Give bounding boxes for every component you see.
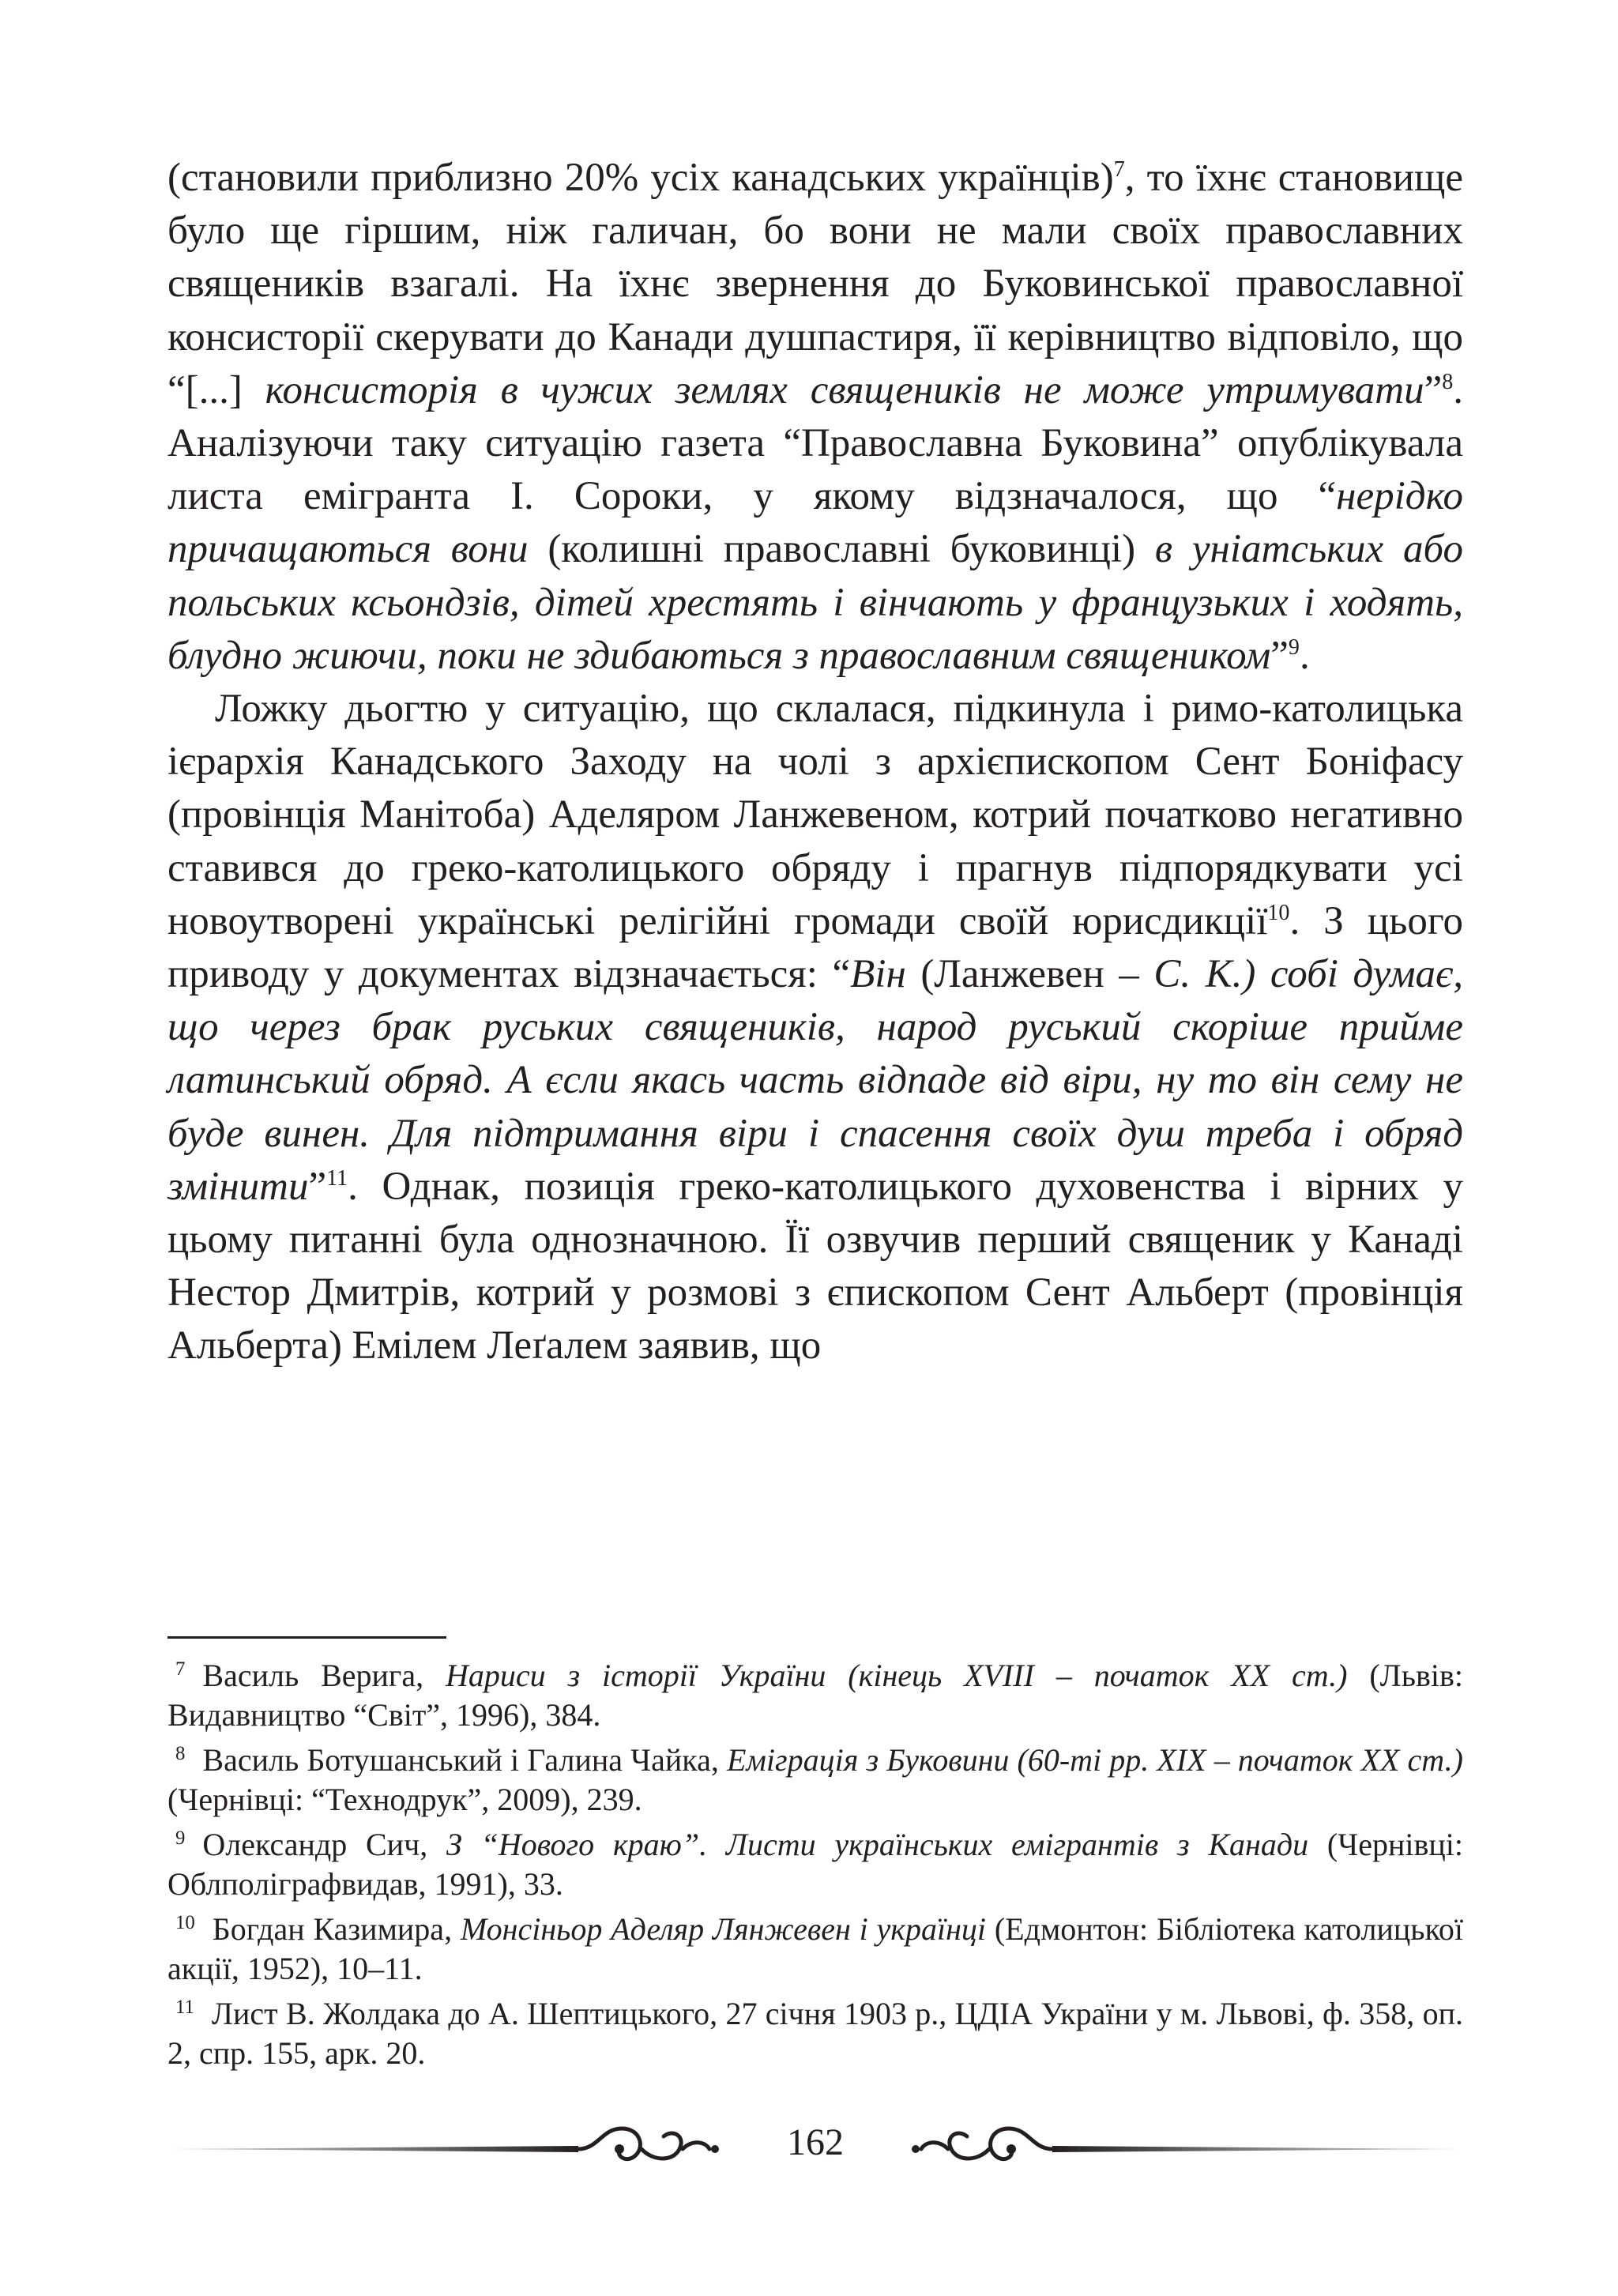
footnote-9 (167, 1825, 1463, 1904)
footnote-number: 11 (175, 1996, 194, 2018)
footnote-author: Василь Ботушанський і Галина Чайка, (202, 1742, 727, 1778)
footnote-publication: (Львів: Видавництво “Світ”, 1996), 384. (167, 1658, 1464, 1733)
footnote-title: Еміграція з Буковини (60-ті рр. XIX – початок XX ст.) (726, 1742, 1463, 1778)
author-initials-italic: С. К.) (1153, 952, 1256, 997)
footnote-text: Лист В. Жолдака до А. Шептицького, 27 січня 1903 р., ЦДІА України у м. Львові, ф. 358, оп. 2, спр. 155, арк. 20. (167, 1996, 1463, 2071)
body-text (167, 152, 1463, 1373)
quote-italic: Він (850, 952, 906, 997)
text-run (1255, 952, 1270, 996)
footnote-publication: (Чернівці: “Технодрук”, 2009), 239. (167, 1782, 642, 1817)
quote-italic: консисторія в чужих землях священиків не може утримувати (265, 367, 1424, 412)
footnote-ref-10: 10 (1267, 900, 1290, 925)
quote-italic: собі думає, що через брак руських священиків, народ руський скоріше прийме латинський обряд. А єсли якась часть відпаде від віри, ну то він сему не буде винен. Для підтримання віри і спасення своїх душ треба і обряд змінити (167, 952, 1463, 1209)
text-run: , то їхнє становище було ще гіршим, ніж галичан, бо вони не мали своїх православних священиків взагалі. На їхнє звернення до Буковинської православної консисторії скерувати до Канади душпастиря, її керівництво відповіло, що “[...] (167, 156, 1463, 412)
text-run: . (1299, 633, 1310, 678)
text-run: ” (308, 1164, 327, 1209)
footnote-publication: (Едмонтон: Бібліотека католицької акції, 1952), 10–11. (167, 1911, 1464, 1986)
paragraph-2 (167, 683, 1463, 1373)
footnote-ref-8: 8 (1442, 369, 1454, 394)
footnote-number: 8 (175, 1742, 186, 1764)
footnote-title: З “Нового краю”. Листи українських емігрантів з Канади (446, 1827, 1309, 1862)
text-run: (Ланжевен – (905, 952, 1154, 997)
footnote-ref-11: 11 (326, 1165, 348, 1191)
footnote-author: Василь Верига, (202, 1658, 446, 1693)
footnote-7 (167, 1656, 1463, 1735)
text-run: (становили приблизно 20% усіх канадських українців) (167, 156, 1114, 200)
footnote-separator (167, 1636, 446, 1639)
footnote-author: Олександр Сич, (202, 1827, 446, 1862)
footnote-author: Богдан Казимира, (212, 1911, 461, 1947)
page-number: 162 (787, 2121, 844, 2163)
footnote-number: 10 (175, 1911, 195, 1933)
footnote-10 (167, 1910, 1463, 1989)
footnote-ref-7: 7 (1113, 157, 1125, 182)
text-run: . Однак, позиція греко-католицького духовенства і вірних у цьому питанні була однозначною. Її озвучив перший священик у Канаді Нестор Дмитрів, котрий у розмові з єпископом Сент Альберт (провінція Альберта) Емілем Леґалем заявив, що (167, 1164, 1463, 1368)
footnote-title: Нариси з історії України (кінець XVIII – початок XX ст.) (445, 1658, 1348, 1693)
text-run: ” (1424, 367, 1443, 412)
footnote-ref-9: 9 (1288, 634, 1300, 660)
text-run: . Аналізуючи таку ситуацію газета “Православна Буковина” опублікувала листа емігранта І. Сороки, у якому відзначалося, що “ (167, 367, 1463, 519)
text-run: Ложку дьогтю у ситуацію, що склалася, підкинула і римо-католицька ієрархія Канадського Заходу на чолі з архієпископом Сент Боніфасу (провінція Манітоба) Аделяром Ланжевеном, котрий початково негативно ставився до греко-католицького обряду і прагнув підпорядкувати усі новоутворені українські релігійні громади своїй юрисдикції (167, 687, 1463, 943)
footnote-number: 9 (175, 1827, 186, 1849)
footnote-8 (167, 1741, 1463, 1820)
footnotes (167, 1656, 1463, 2079)
quote-italic: в уніатських або польських ксьондзів, дітей хрестять і вінчають у французьких і ходять, блудно жиючи, поки не здибаються з православним священиком (167, 527, 1463, 678)
text-run: . З цього приводу у документах відзначається: “ (167, 898, 1464, 997)
footnote-11 (167, 1994, 1463, 2073)
text-run: (колишні православні буковинці) (528, 527, 1155, 572)
quote-italic: нерідко причащаються вони (167, 474, 1463, 572)
paragraph-1 (167, 152, 1463, 683)
footnote-number: 7 (175, 1658, 186, 1680)
footnote-title: Монсіньор Аделяр Лянжевен і українці (460, 1911, 987, 1947)
text-run: ” (1270, 633, 1289, 678)
page-footer (167, 2117, 1463, 2181)
footnote-publication: (Чернівці: Облполіграфвидав, 1991), 33. (167, 1827, 1463, 1902)
